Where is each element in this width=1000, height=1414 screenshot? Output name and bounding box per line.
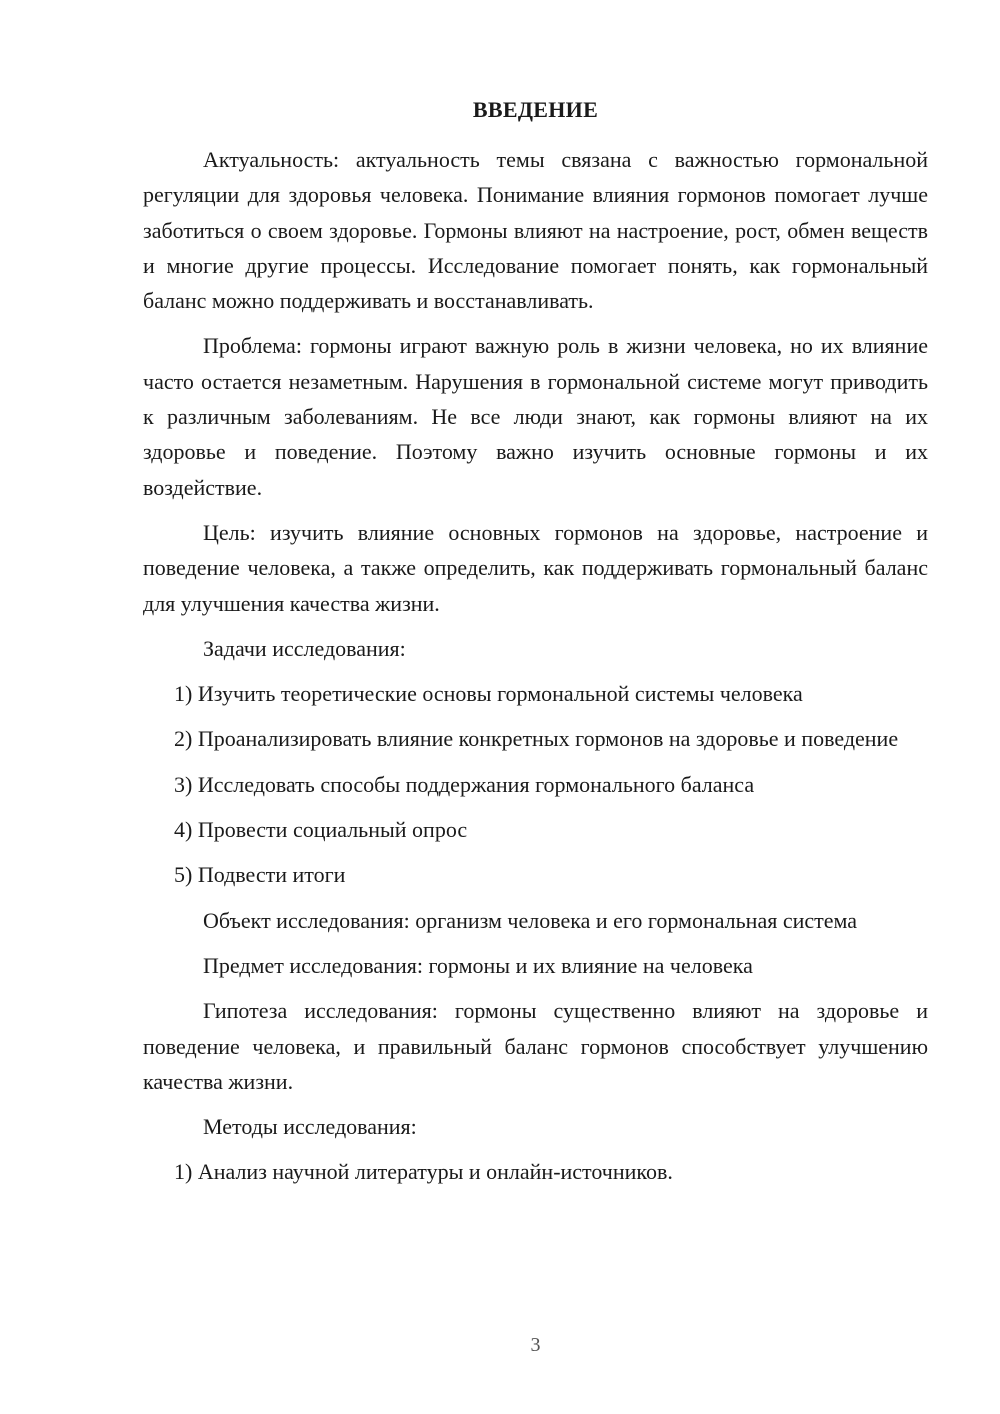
- method-item: 1) Анализ научной литературы и онлайн-источников.: [174, 1159, 673, 1185]
- task-item: 2) Проанализировать влияние конкретных гормонов на здоровье и поведение: [174, 726, 899, 752]
- page-number: 3: [530, 1334, 541, 1356]
- paragraph-problem: Проблема: гормоны играют важную роль в жизни человека, но их влияние часто остается незаметным. Нарушения в гормональной системе могут приводить к различным заболеваниям. Не все люди знают, как гормоны влияют на их здоровье и поведение. Поэтому важно изучить основные гормоны и их воздействие.: [143, 333, 928, 500]
- paragraph-hypothesis: Гипотеза исследования: гормоны существенно влияют на здоровье и поведение человека, и правильный баланс гормонов способствует улучшению качества жизни.: [143, 998, 928, 1094]
- task-item: 1) Изучить теоретические основы гормональной системы человека: [174, 681, 803, 707]
- task-item: 5) Подвести итоги: [174, 862, 346, 888]
- task-item: 4) Провести социальный опрос: [174, 817, 468, 843]
- paragraph-object: Объект исследования: организм человека и его гормональная система: [203, 907, 858, 933]
- paragraph-subject: Предмет исследования: гормоны и их влияние на человека: [203, 952, 753, 978]
- section-heading: ВВЕДЕНИЕ: [472, 97, 599, 122]
- tasks-title: Задачи исследования:: [203, 635, 406, 661]
- task-item: 3) Исследовать способы поддержания гормонального баланса: [174, 771, 755, 797]
- methods-title: Методы исследования:: [203, 1114, 417, 1140]
- paragraph-relevance: Актуальность: актуальность темы связана с важностью гормональной регуляции для здоровья человека. Понимание влияния гормонов помогает лучше заботиться о своем здоровье. Гормоны влияют на настроение, рост, обмен веществ и многие другие процессы. Исследование помогает понять, как гормональный баланс можно поддерживать и восстанавливать.: [143, 147, 928, 314]
- paragraph-goal: Цель: изучить влияние основных гормонов на здоровье, настроение и поведение человека, а также определить, как поддерживать гормональный баланс для улучшения качества жизни.: [143, 519, 928, 616]
- document-page: [143, 0, 928, 1414]
- document-body: [143, 142, 928, 1200]
